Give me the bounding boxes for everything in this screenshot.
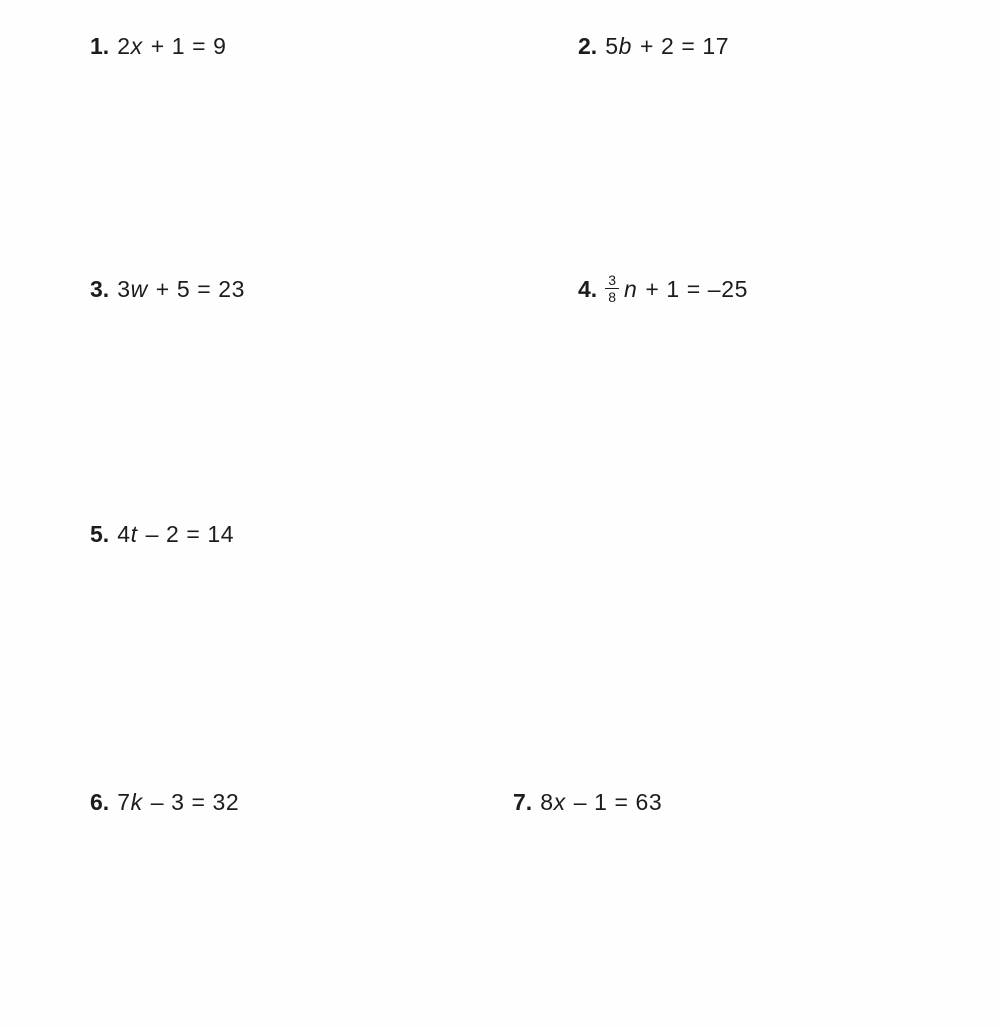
problem-4-equation-rest: + 1 = –25 — [638, 275, 748, 302]
problem-7-equation-rest: – 1 = 63 — [566, 789, 663, 815]
problem-5-number: 5. — [90, 521, 110, 547]
problem-6-equation-rest: – 3 = 32 — [143, 789, 240, 815]
fraction-denominator: 8 — [605, 288, 619, 305]
problem-2-equation-rest: + 2 = 17 — [633, 33, 730, 59]
problem-2-variable: b — [618, 33, 632, 59]
problem-1 — [90, 33, 227, 60]
problem-4-number: 4. — [578, 275, 598, 302]
problem-1-number: 1. — [90, 33, 110, 59]
problem-2 — [578, 33, 729, 60]
problem-6-number: 6. — [90, 789, 110, 815]
problem-7-number: 7. — [513, 789, 533, 815]
problem-6-coefficient: 7 — [117, 789, 131, 815]
problem-2-coefficient: 5 — [605, 33, 619, 59]
fraction-numerator: 3 — [608, 272, 616, 289]
problem-7-coefficient: 8 — [540, 789, 554, 815]
problem-6-variable: k — [130, 789, 143, 815]
problem-1-coefficient: 2 — [117, 33, 131, 59]
problem-7-variable: x — [553, 789, 566, 815]
problem-5-equation-rest: – 2 = 14 — [138, 521, 235, 547]
problem-1-equation-rest: + 1 = 9 — [143, 33, 227, 59]
problem-4-fraction — [605, 273, 619, 304]
problem-3-variable: w — [130, 276, 148, 302]
problem-6 — [90, 789, 239, 816]
problem-3-coefficient: 3 — [117, 276, 131, 302]
problem-4-variable: n — [623, 275, 638, 302]
problem-5-variable: t — [130, 521, 138, 547]
problem-5 — [90, 521, 234, 548]
problem-7 — [513, 789, 662, 816]
problem-3 — [90, 276, 245, 303]
problem-3-number: 3. — [90, 276, 110, 302]
problem-5-coefficient: 4 — [117, 521, 131, 547]
problem-3-equation-rest: + 5 = 23 — [148, 276, 246, 302]
problem-4 — [578, 263, 748, 315]
problem-2-number: 2. — [578, 33, 598, 59]
problem-1-variable: x — [130, 33, 143, 59]
